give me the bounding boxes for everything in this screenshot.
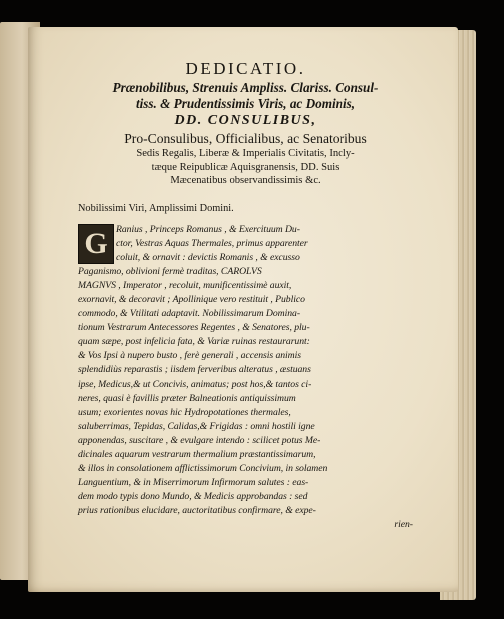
body-line: & illos in consolationem afflictissimorum Concivium, in solamen [78,463,328,475]
heading-line-3: tiss. & Prudentissimis Viris, ac Dominis, [135,96,356,111]
body-line: tionum Vestrarum Antecessores Regentes , & Senatores, plu- [78,322,310,334]
body-line: splendidiùs reparastis ; iisdem ferveribus alteratus , æstuans [78,364,311,376]
heading-line-2: Prænobilibus, Strenuis Ampliss. Clariss. Consul- [112,80,379,95]
heading-line-6a: Sedis Regalis, Liberæ & Imperialis Civitatis, Incly- [136,148,355,159]
drop-cap: G [78,224,114,264]
catchword: rien- [394,519,413,531]
body-line: neres, quasi è favillis præter Balneationis antiquissimum [78,392,296,404]
body-line: prius rationibus elucidare, auctoritatibus confirmare, & expe- [78,505,316,517]
body-line: Paganismo, oblivioni fermè traditas, CAROLVS [78,265,262,277]
body-line: commodo, & Vtilitati adaptavit. Nobilissimarum Domina- [78,308,300,320]
salutation: Nobilissimi Viri, Amplissimi Domini. [78,202,234,214]
body-line: Languentium, & in Miserrimorum Infirmorum salutes : eas- [78,477,309,489]
heading-line-5: Pro-Consulibus, Officialibus, ac Senatoribus [124,131,367,146]
body-line: dicinales aquarum vestrarum thermalium præstantissimarum, [78,449,316,460]
heading-line-4: DD. CONSULIBUS, [174,113,317,128]
dedication-text [78,58,413,533]
body-line: Ranius , Princeps Romanus , & Exercituum Du- [116,223,300,235]
body-line: ipse, Medicus,& ut Concivis, animatus; post hos,& tantos ci- [78,378,312,390]
body-line: exornavit, & decoravit ; Apollinique vero restituit , Publico [78,293,305,305]
body-text [78,223,413,533]
page-title: DEDICATIO. [185,59,306,78]
body-line: & Vos Ipsi à nupero busto , ferè generali , accensis animis [78,350,301,362]
body-line: apponendas, suscitare , & evulgare intendo : scilicet potus Me- [78,434,321,446]
body-line: MAGNVS , Imperator , recoluit, munificentissimè auxit, [78,279,292,291]
body-line: quam sæpe, post infelicia fata, & Variæ ruinas restaurarunt: [78,336,310,348]
body-line: usum; exorientes novas hic Hydropotationes thermales, [78,406,291,418]
body-line: coluit, & ornavit : devictis Romanis , & excusso [116,251,300,263]
body-line: dem modo typis dono Mundo, & Medicis approbandas : sed [78,491,308,503]
heading-line-6b: tæque Reipublicæ Aquisgranensis, DD. Suis [151,161,340,173]
heading-line-6c: Mæcenatibus observandissimis &c. [170,175,321,186]
body-line: saluberrimas, Tepidas, Calidas,& Frigidas : omni hostili igne [78,420,315,432]
body-line: ctor, Vestras Aquas Thermales, primus apparenter [116,237,308,249]
